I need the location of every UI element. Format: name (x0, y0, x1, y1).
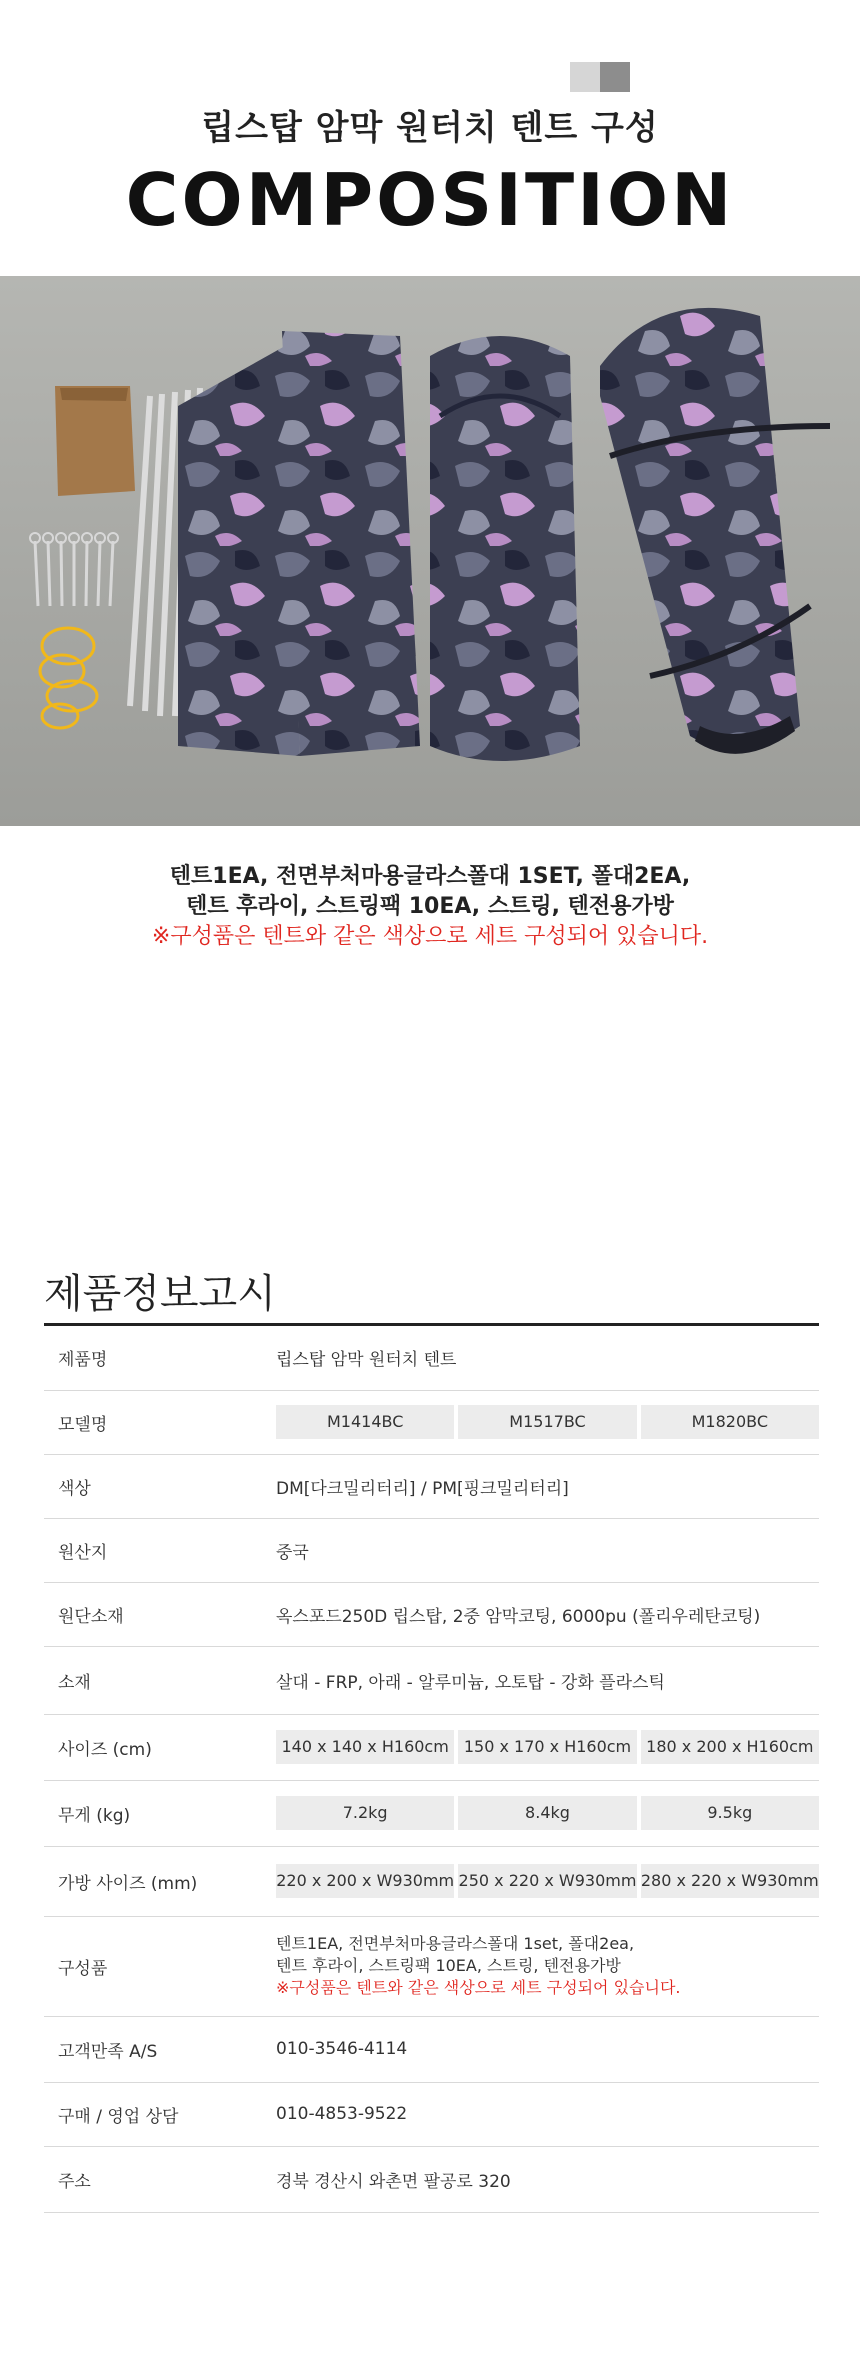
row-value: DM[다크밀리터리] / PM[핑크밀리터리] (276, 1454, 819, 1518)
row-label: 주소 (44, 2146, 276, 2212)
table-row (44, 1326, 819, 1390)
row-cells (276, 1714, 819, 1780)
weight-cell: 8.4kg (458, 1796, 636, 1830)
row-label: 모델명 (44, 1390, 276, 1454)
table-row (44, 1780, 819, 1846)
caption-line-2: 텐트 후라이, 스트링팩 10EA, 스트링, 텐전용가방 (186, 894, 674, 919)
weight-cell: 9.5kg (641, 1796, 819, 1830)
table-row (44, 2016, 819, 2082)
page-title-english: COMPOSITION (125, 158, 735, 242)
row-label: 소재 (44, 1646, 276, 1714)
row-label: 무게 (kg) (44, 1780, 276, 1846)
row-value: 옥스포드250D 립스탑, 2중 암막코팅, 6000pu (폴리우레탄코팅) (276, 1582, 819, 1646)
components-photo (0, 276, 860, 826)
page-title-korean: 립스탑 암막 원터치 텐트 구성 (201, 108, 659, 148)
caption-note: ※구성품은 텐트와 같은 색상으로 세트 구성되어 있습니다. (151, 924, 709, 949)
table-row (44, 2082, 819, 2146)
tent-body (282, 331, 420, 756)
size-cell: 140 x 140 x H160cm (276, 1730, 454, 1764)
components-caption (0, 862, 860, 952)
components-line-1: 텐트1EA, 전면부처마용글라스폴대 1set, 폴대2ea, (276, 1934, 635, 1953)
components-note: ※구성품은 텐트와 같은 색상으로 세트 구성되어 있습니다. (276, 1978, 681, 1997)
decor-square-dark (600, 62, 630, 92)
components-value (276, 1916, 819, 2016)
components-line-2: 텐트 후라이, 스트링팩 10EA, 스트링, 텐전용가방 (276, 1956, 621, 1975)
row-label: 구매 / 영업 상담 (44, 2082, 276, 2146)
model-cell: M1414BC (276, 1405, 454, 1439)
bag-size-cell: 220 x 200 x W930mm (276, 1864, 454, 1898)
model-cell: M1820BC (641, 1405, 819, 1439)
row-label: 사이즈 (cm) (44, 1714, 276, 1780)
row-label: 원단소재 (44, 1582, 276, 1646)
caption-line-1: 텐트1EA, 전면부처마용글라스폴대 1SET, 폴대2EA, (169, 864, 691, 889)
row-label: 제품명 (44, 1326, 276, 1390)
stake-bag (55, 386, 135, 496)
size-cell: 150 x 170 x H160cm (458, 1730, 636, 1764)
product-info-table (44, 1326, 819, 2213)
row-label: 구성품 (44, 1916, 276, 2016)
row-cells (276, 1846, 819, 1916)
bag-size-cell: 280 x 220 x W930mm (641, 1864, 819, 1898)
row-value: 중국 (276, 1518, 819, 1582)
bag-size-cell: 250 x 220 x W930mm (458, 1864, 636, 1898)
table-row (44, 2146, 819, 2212)
product-info-title: 제품정보고시 (44, 1271, 276, 1317)
row-label: 색상 (44, 1454, 276, 1518)
row-label: 원산지 (44, 1518, 276, 1582)
table-row (44, 1454, 819, 1518)
table-row (44, 1390, 819, 1454)
row-label: 가방 사이즈 (mm) (44, 1846, 276, 1916)
row-value: 경북 경산시 와촌면 팔공로 320 (276, 2146, 819, 2212)
model-cell: M1517BC (458, 1405, 636, 1439)
row-value: 010-4853-9522 (276, 2082, 819, 2146)
table-row (44, 1846, 819, 1916)
weight-cell: 7.2kg (276, 1796, 454, 1830)
row-cells (276, 1390, 819, 1454)
table-row (44, 1714, 819, 1780)
table-row (44, 1582, 819, 1646)
tent-fly (178, 346, 300, 756)
row-value: 살대 - FRP, 아래 - 알루미늄, 오토탑 - 강화 플라스틱 (276, 1646, 819, 1714)
row-value: 립스탑 암막 원터치 텐트 (276, 1326, 819, 1390)
row-value: 010-3546-4114 (276, 2016, 819, 2082)
row-cells (276, 1780, 819, 1846)
row-label: 고객만족 A/S (44, 2016, 276, 2082)
table-row (44, 1916, 819, 2016)
tent-rolled (430, 336, 580, 761)
table-row (44, 1646, 819, 1714)
table-row (44, 1518, 819, 1582)
size-cell: 180 x 200 x H160cm (641, 1730, 819, 1764)
decor-square-light (570, 62, 600, 92)
